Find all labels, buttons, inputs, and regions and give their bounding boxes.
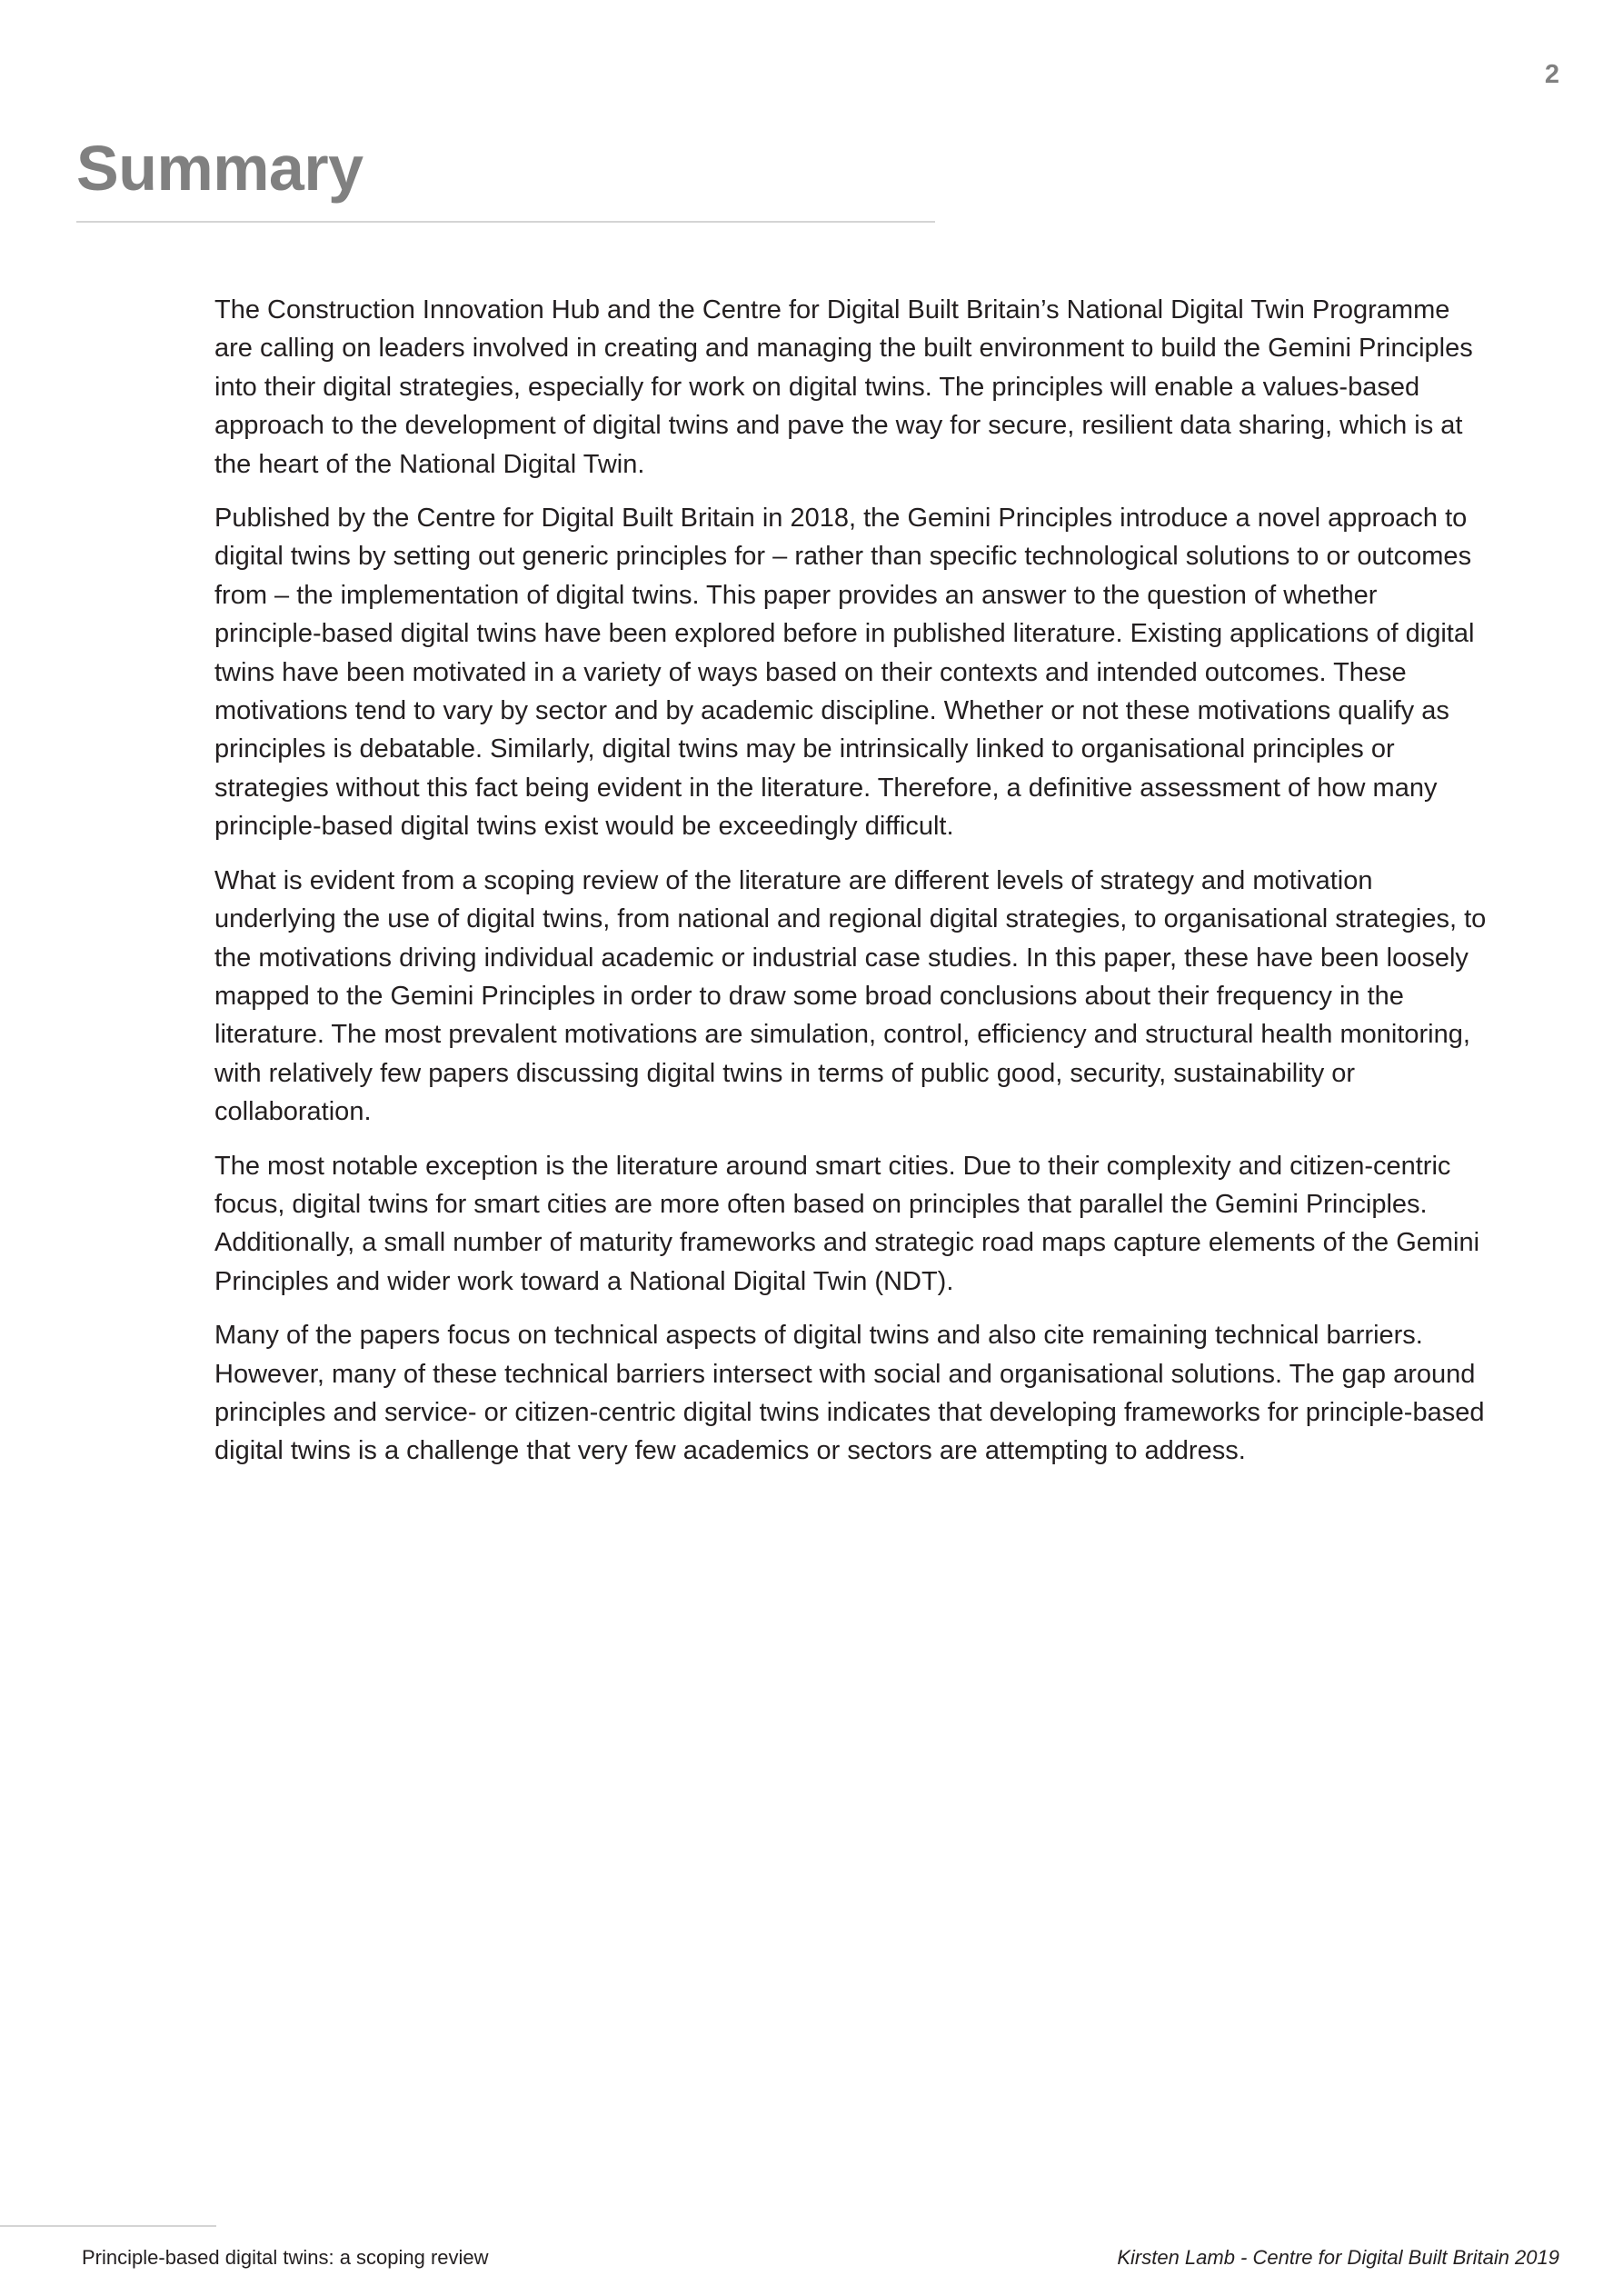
footer-author-credit: Kirsten Lamb - Centre for Digital Built Britain 2019 (1117, 2246, 1559, 2269)
summary-body (214, 291, 1487, 1486)
page-number: 2 (1544, 60, 1559, 89)
summary-paragraph: The Construction Innovation Hub and the Centre for Digital Built Britain’s National Digital Twin Programme are calling on leaders involved in creating and managing the built environment to build the Gemini Principles into their digital strategies, especially for work on digital twins. The principles will enable a values-based approach to the development of digital twins and pave the way for secure, resilient data sharing, which is at the heart of the National Digital Twin. (214, 295, 1473, 479)
footer-divider (0, 2225, 216, 2227)
page-title: Summary (76, 133, 363, 204)
summary-paragraph: Published by the Centre for Digital Built Britain in 2018, the Gemini Principles introduce a novel approach to digital twins by setting out generic principles for – rather than specific technological solutions to or outcomes from – the implementation of digital twins. This paper provides an answer to the question of whether principle-based digital twins have been explored before in published literature. Existing applications of digital twins have been motivated in a variety of ways based on their contexts and intended outcomes. These motivations tend to vary by sector and by academic discipline. Whether or not these motivations qualify as principles is debatable. Similarly, digital twins may be intrinsically linked to organisational principles or strategies without this fact being evident in the literature. Therefore, a definitive assessment of how many principle-based digital twins exist would be exceedingly difficult. (214, 504, 1475, 842)
summary-paragraph: The most notable exception is the literature around smart cities. Due to their complexity and citizen-centric focus, digital twins for smart cities are more often based on principles that parallel the Gemini Principles. Additionally, a small number of maturity frameworks and strategic road maps capture elements of the Gemini Principles and wider work toward a National Digital Twin (NDT). (214, 1151, 1480, 1296)
summary-paragraph: Many of the papers focus on technical aspects of digital twins and also cite remaining technical barriers. However, many of these technical barriers intersect with social and organisational solutions. The gap around principles and service- or citizen-centric digital twins indicates that developing frameworks for principle-based digital twins is a challenge that very few academics or sectors are attempting to address. (214, 1321, 1485, 1466)
summary-paragraph: What is evident from a scoping review of the literature are different levels of strategy and motivation underlying the use of digital twins, from national and regional digital strategies, to organisational strategies, to the motivations driving individual academic or industrial case studies. In this paper, these have been loosely mapped to the Gemini Principles in order to draw some broad conclusions about their frequency in the literature. The most prevalent motivations are simulation, control, efficiency and structural health monitoring, with relatively few papers discussing digital twins in terms of public good, security, sustainability or collaboration. (214, 865, 1487, 1127)
footer-document-title: Principle-based digital twins: a scoping review (82, 2246, 489, 2269)
title-divider (76, 221, 935, 223)
